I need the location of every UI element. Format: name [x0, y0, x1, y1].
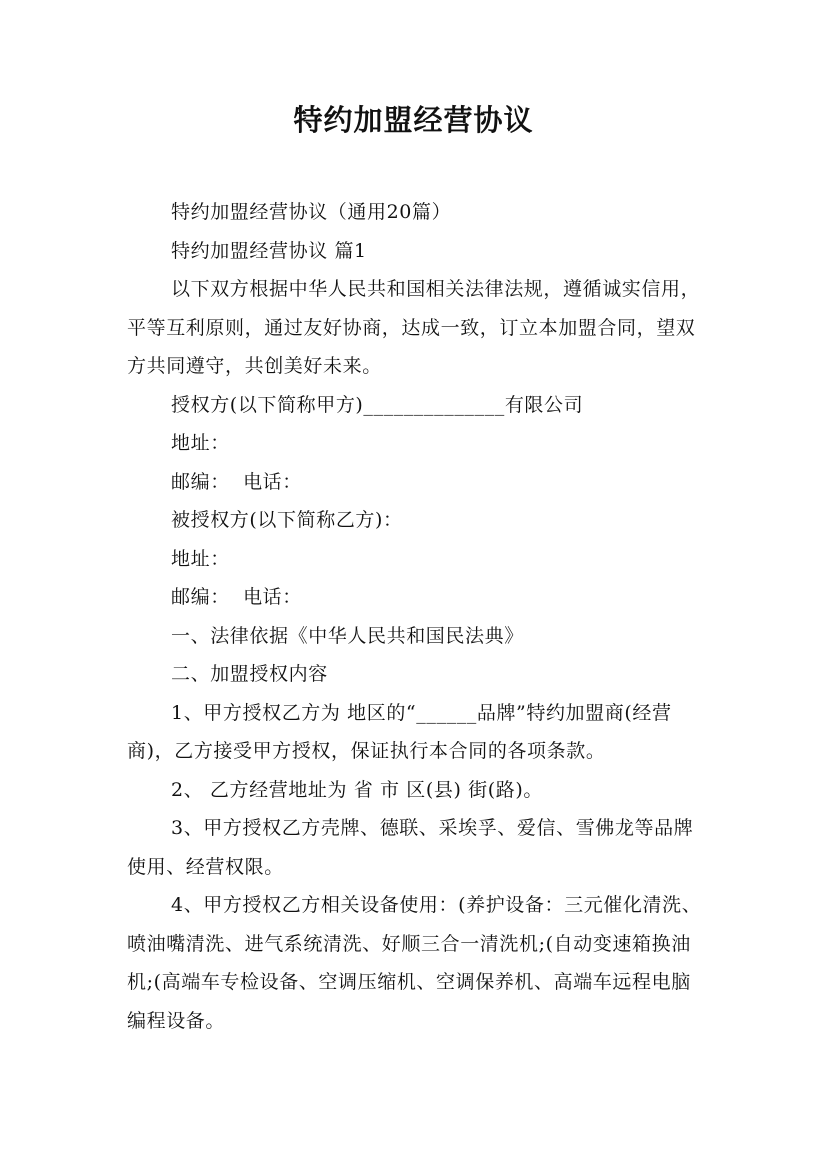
party-a-line: 授权方(以下简称甲方)______________有限公司: [171, 393, 584, 416]
clause-item-3: 3、甲方授权乙方壳牌、德联、采埃孚、爱信、雪佛龙等品牌使用、经营权限。: [127, 817, 694, 878]
clause-authorization-heading: 二、加盟授权内容: [171, 663, 328, 685]
clause-item-4: 4、甲方授权乙方相关设备使用：(养护设备：三元催化清洗、喷油嘴清洗、进气系统清洗、好顺三合一清洗机;(自动变速箱换油机;(高端车专检设备、空调压缩机、空调保养机、高端车远程电脑编程设备。: [127, 894, 702, 1032]
party-b-contact: 邮编： 电话：: [171, 586, 302, 608]
clause-item-2: 2、 乙方经营地址为 省 市 区(县) 街(路)。: [171, 778, 543, 801]
party-b-line: 被授权方(以下简称乙方)：: [171, 509, 403, 531]
subtitle-paragraph: 特约加盟经营协议（通用20篇）: [171, 201, 452, 223]
party-a-contact: 邮编： 电话：: [171, 470, 302, 493]
document-title: 特约加盟经营协议: [293, 103, 534, 137]
intro-paragraph: 以下双方根据中华人民共和国相关法律法规，遵循诚实信用，平等互利原则，通过友好协商，达成一致，订立本加盟合同，望双方共同遵守，共创美好未来。: [127, 278, 701, 377]
clause-item-1: 1、甲方授权乙方为 地区的“______品牌”特约加盟商(经营商)，乙方接受甲方授权，保证执行本合同的各项条款。: [127, 701, 672, 762]
party-b-address: 地址：: [171, 547, 230, 570]
section-heading: 特约加盟经营协议 篇1: [171, 239, 367, 262]
party-a-address: 地址：: [171, 432, 230, 454]
clause-legal-basis: 一、法律依据《中华人民共和国民法典》: [171, 624, 524, 647]
document-body: [127, 193, 703, 1040]
